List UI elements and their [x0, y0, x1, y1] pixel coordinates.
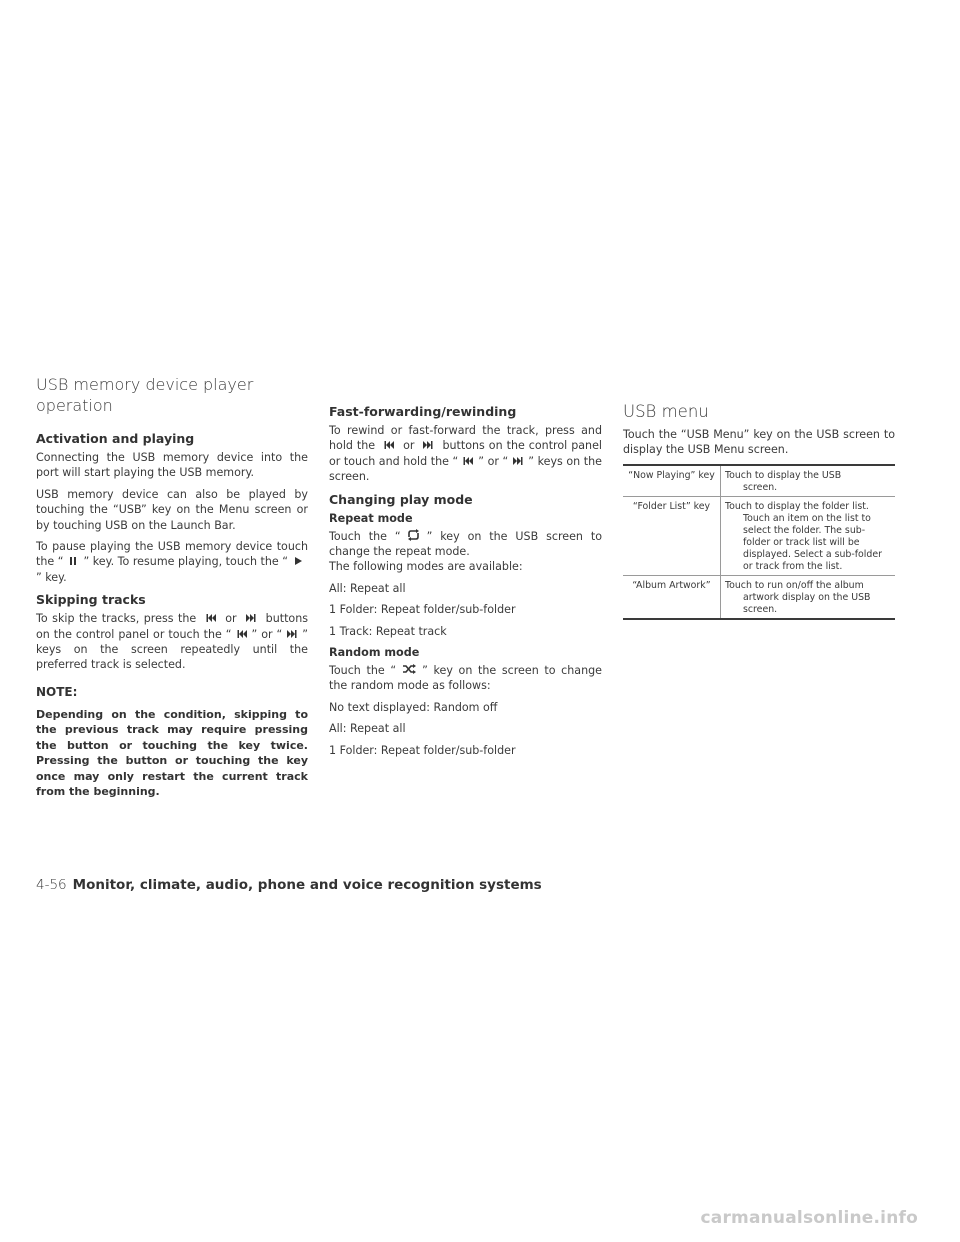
- repeat-mode-track: 1 Track: Repeat track: [329, 624, 447, 638]
- column-3: [623, 401, 895, 620]
- skip-next-icon: [418, 439, 438, 449]
- table-cell-key: “Folder List” key: [623, 496, 721, 575]
- note-text: Depending on the condition, skipping to the previous track may require pressing the button or touching the key twice. Pressing the button or touching the key once may only restart the current track from the beginning.: [36, 707, 308, 798]
- random-paragraph: Touch the “ ” key on the screen to change the random mode as follows:: [329, 664, 602, 693]
- ff-rewind-heading: Fast-forwarding/rewinding: [329, 404, 517, 419]
- skipping-heading: Skipping tracks: [36, 592, 146, 608]
- skip-previous-icon: [458, 455, 478, 465]
- skip-next-icon: [508, 455, 528, 465]
- pause-icon: [63, 555, 83, 565]
- table-row: [623, 575, 895, 619]
- table-cell-description: Touch to run on/off the album artwork display on the USB screen.: [721, 575, 896, 619]
- repeat-mode-all: All: Repeat all: [329, 581, 406, 595]
- table-row: [623, 496, 895, 575]
- usb-menu-intro: Touch the “USB Menu” key on the USB screen to display the USB Menu screen.: [623, 428, 895, 457]
- ff-rewind-paragraph: To rewind or fast-forward the track, press and hold the or buttons on the control panel or touch and hold the “ ” or “ ” keys on the screen.: [329, 424, 602, 484]
- random-mode-off: No text displayed: Random off: [329, 700, 498, 714]
- repeat-mode-folder: 1 Folder: Repeat folder/sub-folder: [329, 603, 516, 617]
- table-row: [623, 465, 895, 497]
- section-title-line-1: USB memory device player: [36, 375, 254, 394]
- table-cell-key: “Now Playing” key: [623, 465, 721, 497]
- random-mode-heading: Random mode: [329, 646, 420, 660]
- column-1: [36, 374, 308, 805]
- section-title-usb-operation: [36, 374, 308, 416]
- skipping-paragraph: To skip the tracks, press the or buttons on the control panel or touch the “ ” or “ ” keys on the screen repeatedly until the preferred track is selected.: [36, 612, 309, 672]
- chapter-title: Monitor, climate, audio, phone and voice recognition systems: [72, 877, 542, 893]
- activation-paragraph-3: To pause playing the USB memory device touch the “ ” key. To resume playing, touch the “” key.: [36, 540, 308, 584]
- repeat-mode-heading: Repeat mode: [329, 511, 413, 525]
- page-number: 4-56: [36, 877, 67, 893]
- shuffle-icon: [396, 663, 422, 673]
- table-cell-description: Touch to display the USB screen.: [721, 465, 896, 497]
- column-2: [329, 403, 602, 764]
- skip-next-icon: [241, 612, 261, 622]
- repeat-paragraph: Touch the “ ” key on the USB screen to change the repeat mode.: [329, 529, 602, 559]
- section-title-line-2: operation: [36, 396, 113, 415]
- skip-previous-icon: [379, 439, 399, 449]
- activation-heading: Activation and playing: [36, 431, 195, 446]
- table-cell-description: Touch to display the folder list. Touch an item on the list to select the folder. The sub-folder or track list will be displayed. Select a sub-folder or track from the list.: [721, 496, 896, 575]
- table-cell-key: “Album Artwork”: [623, 575, 721, 619]
- skip-previous-icon: [201, 612, 221, 622]
- page-footer: [36, 877, 542, 893]
- note-label: NOTE:: [36, 684, 78, 699]
- section-title-usb-menu: USB menu: [623, 402, 709, 421]
- skip-previous-icon: [232, 628, 252, 638]
- activation-paragraph-2: USB memory device can also be played by touching the “USB” key on the Menu screen or by touching USB on the Launch Bar.: [36, 487, 308, 532]
- usb-menu-table: [623, 464, 895, 620]
- play-icon: [288, 555, 308, 565]
- random-mode-all: All: Repeat all: [329, 722, 406, 736]
- repeat-modes-intro: The following modes are available:: [329, 560, 523, 574]
- repeat-icon: [401, 529, 427, 539]
- changing-play-mode-heading: Changing play mode: [329, 491, 473, 507]
- watermark: carmanualsonline.info: [700, 1208, 918, 1228]
- skip-next-icon: [282, 628, 302, 638]
- random-mode-folder: 1 Folder: Repeat folder/sub-folder: [329, 743, 516, 757]
- activation-paragraph-1: Connecting the USB memory device into the port will start playing the USB memory.: [36, 451, 308, 480]
